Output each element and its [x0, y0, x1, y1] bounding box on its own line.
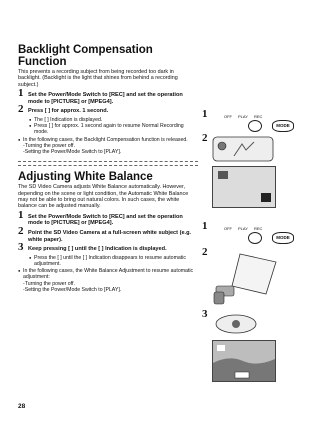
- mode-button-icon: MODE: [272, 232, 294, 244]
- camera-pointing-white-paper-illustration: [210, 250, 290, 313]
- backlight-button-illustration: [212, 136, 282, 169]
- backlight-section: [18, 44, 198, 293]
- wb-step-3-bullet: ● Press the [ ] until the [ ] Indication disappears to resume automatic adjustment.: [18, 255, 198, 267]
- figure-number: 1: [202, 220, 208, 232]
- white-balance-title: Adjusting White Balance: [18, 171, 153, 184]
- dial-knob-icon: [248, 232, 262, 244]
- white-balance-intro: The SD Video Camera adjusts White Balance automatically. However, depending on the scene or light condition, the Automatic White Balance may not be able to bring out natural colors. In such cases, the white balance can be adjusted manually.: [18, 184, 189, 210]
- wb-note: ● In the following cases, the White Balance Adjustment to resume automatic adjustment:: [18, 268, 198, 280]
- figure-number: 2: [202, 246, 208, 258]
- figure-number: 3: [202, 308, 208, 320]
- mode-button-icon: MODE: [272, 120, 294, 132]
- white-balance-screen-illustration: [212, 340, 276, 382]
- backlight-note-item: -Turning the power off.: [23, 142, 75, 149]
- backlight-intro: This prevents a recording subject from being recorded too dark in backlight. (Backlight is the light that shines from behind a recording subject.): [18, 69, 178, 88]
- backlight-title: Backlight Compensation Function: [18, 44, 153, 68]
- figure-number: 1: [202, 108, 208, 120]
- figure-number: 2: [202, 132, 208, 144]
- power-mode-dial-illustration: OFF PLAY REC MODE: [210, 114, 298, 132]
- backlight-step-2: 2 Press [ ] for approx. 1 second.: [18, 103, 109, 116]
- wb-step-3: 3 Keep pressing [ ] until the [ ] Indication is displayed.: [18, 241, 167, 254]
- backlight-screen-illustration: [212, 166, 276, 208]
- white-balance-button-illustration: [212, 312, 260, 341]
- dial-knob-icon: [248, 120, 262, 132]
- wb-step-1: 1 Set the Power/Mode Switch to [REC] and set the operation mode to [PICTURE] or [MPEG4].: [18, 208, 183, 227]
- backlight-step-2-bullet-1: ● The [ ] Indication is displayed.: [18, 117, 198, 123]
- power-mode-dial-illustration: OFF PLAY REC MODE: [210, 226, 298, 244]
- wb-step-2: 2 Point the SD Video Camera at a full-screen white subject (e.g. white paper).: [18, 225, 192, 243]
- backlight-step-2-bullet-2: ● Press [ ] for approx. 1 second again to resume Normal Recording mode.: [18, 123, 198, 135]
- backlight-note: ● In the following cases, the Backlight Compensation function is released.: [18, 137, 198, 143]
- section-divider: [18, 161, 198, 166]
- page-number: 28: [18, 403, 26, 410]
- wb-note-item: -Turning the power off.: [23, 280, 75, 287]
- backlight-step-1: 1 Set the Power/Mode Switch to [REC] and set the operation mode to [PICTURE] or [MPEG4].: [18, 87, 183, 105]
- backlight-note-item: -Setting the Power/Mode Switch to [PLAY].: [23, 149, 122, 156]
- wb-note-item: -Setting the Power/Mode Switch to [PLAY].: [23, 286, 122, 293]
